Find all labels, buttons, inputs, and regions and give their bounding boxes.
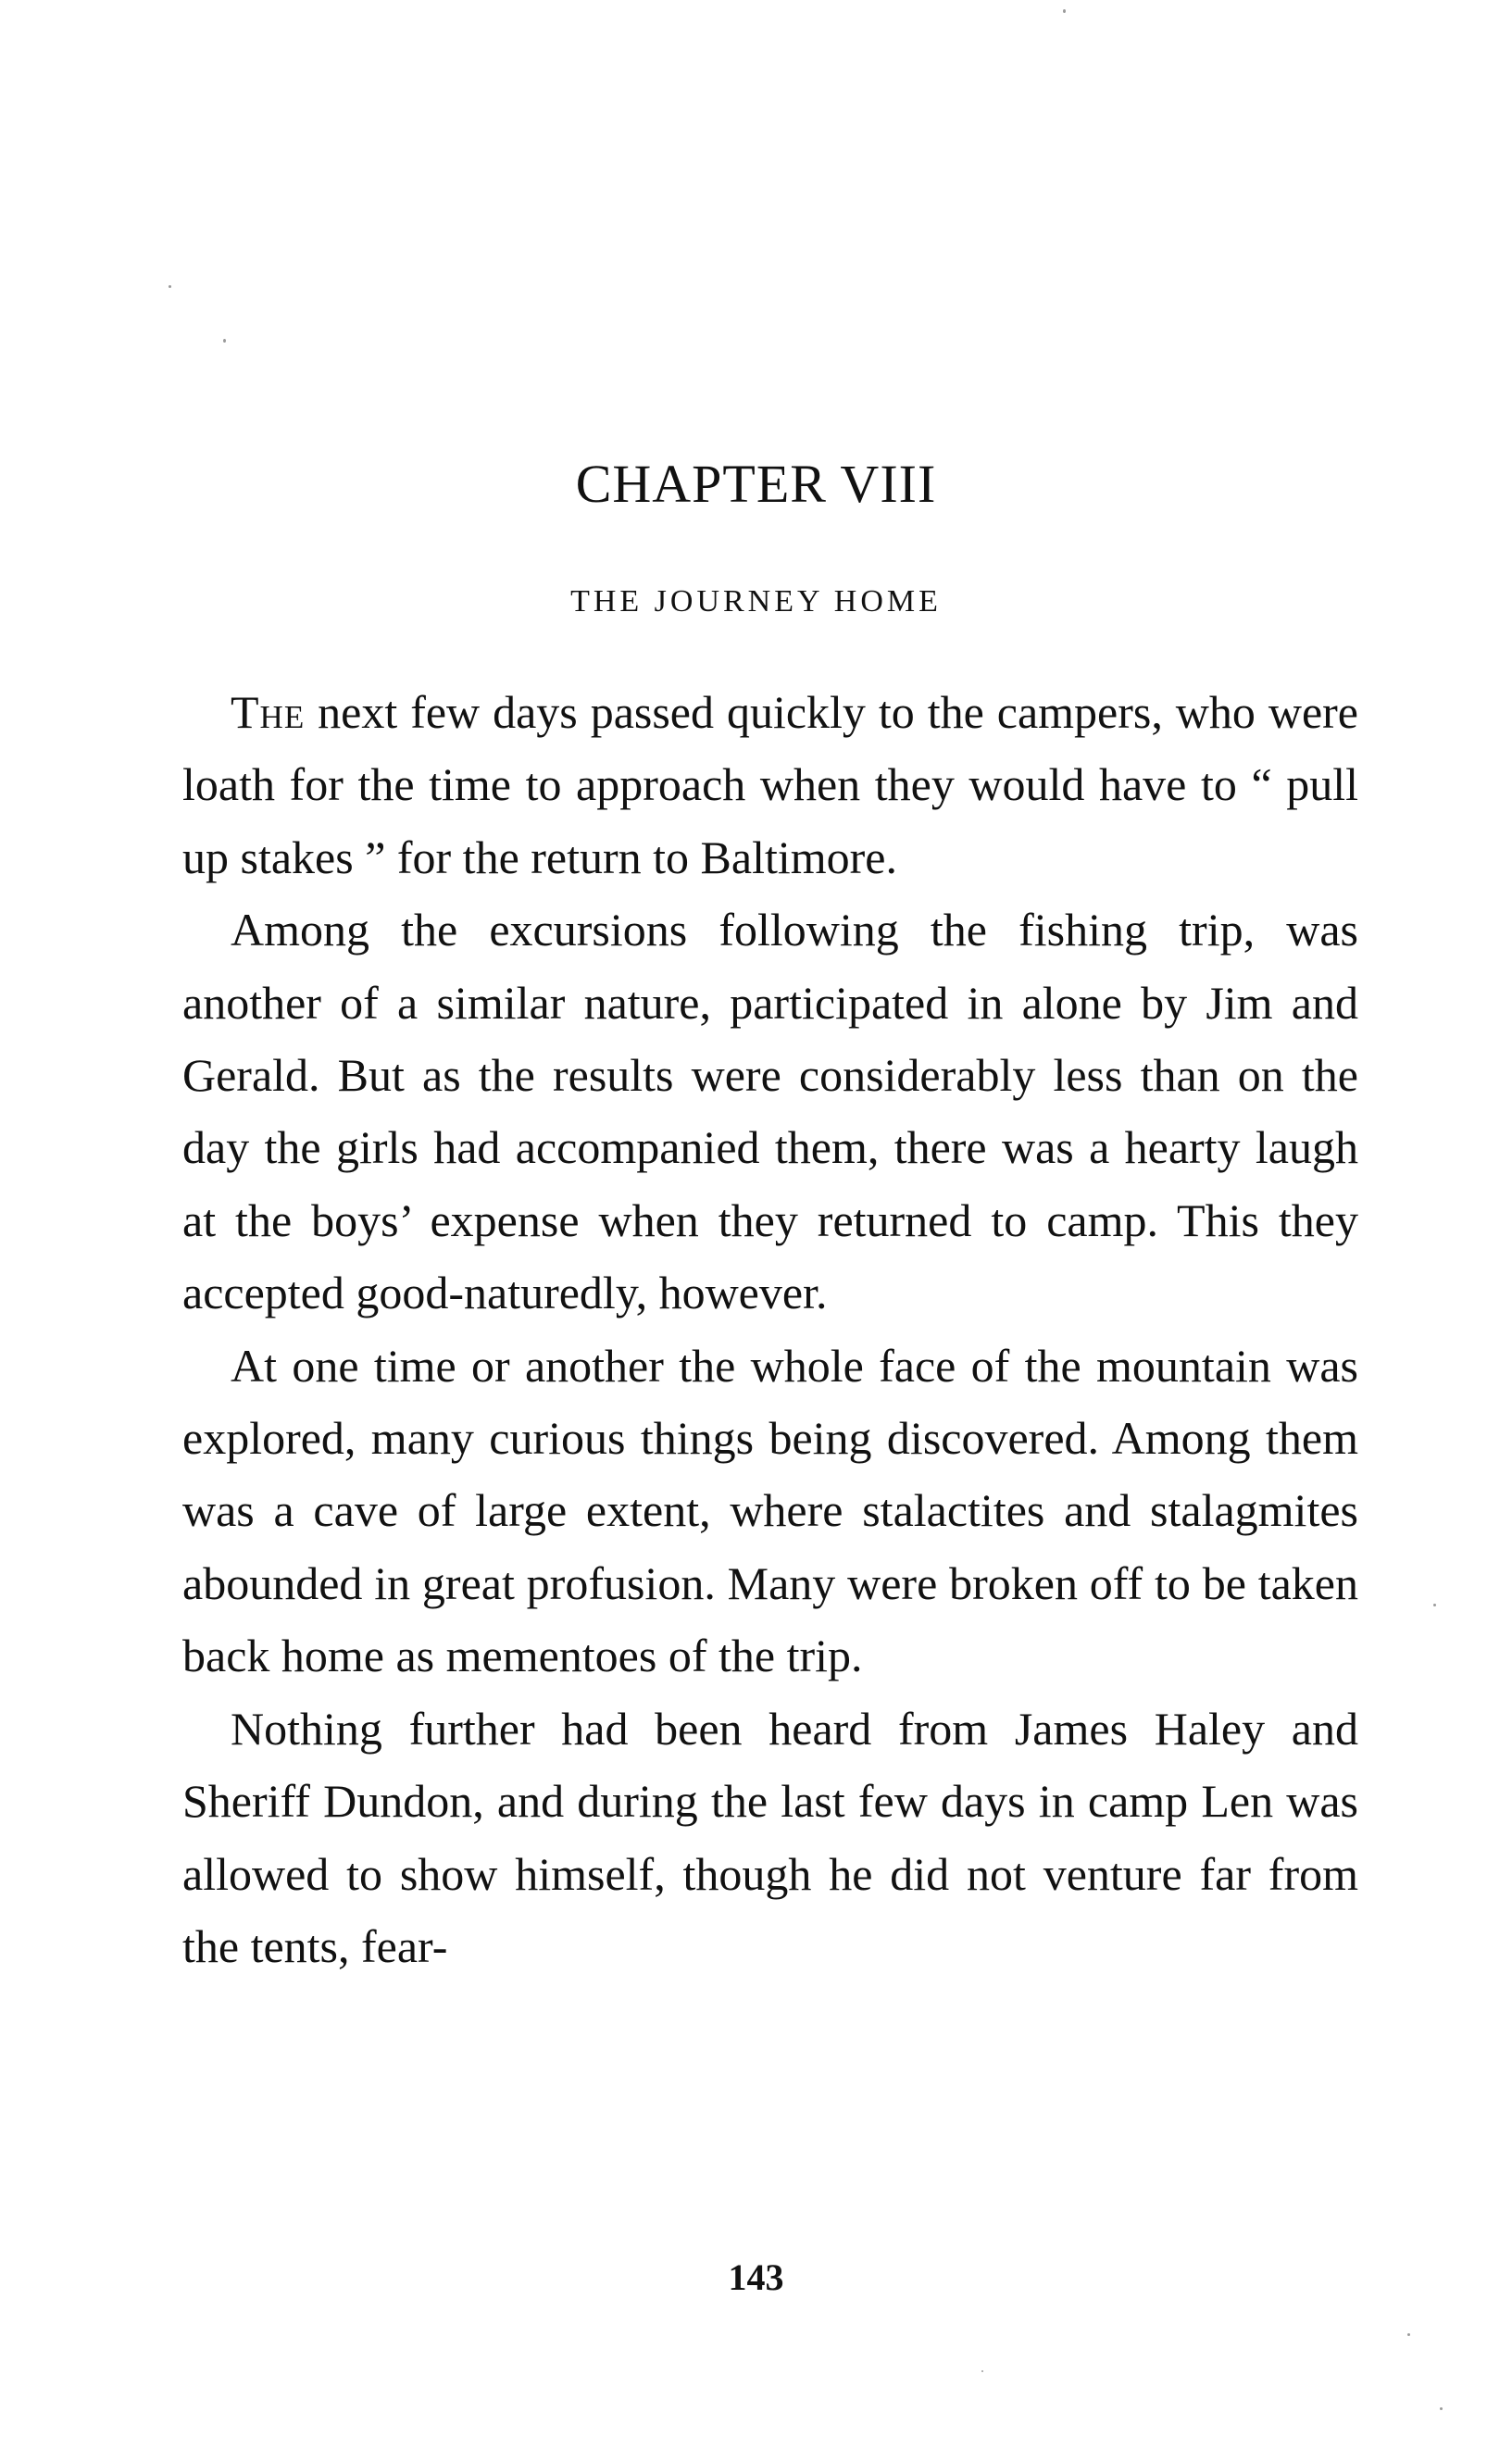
paragraph-1 bbox=[182, 676, 1358, 893]
scan-speck bbox=[1063, 9, 1066, 13]
scan-speck bbox=[1440, 2407, 1443, 2410]
scan-speck bbox=[1407, 2333, 1410, 2336]
scan-speck bbox=[981, 2370, 983, 2372]
chapter-body bbox=[182, 676, 1358, 1982]
page-number: 143 bbox=[728, 2256, 784, 2298]
scan-speck bbox=[169, 285, 171, 288]
opening-word: The bbox=[231, 686, 306, 738]
paragraph-text: next few days passed quickly to the campers, who were loath for the time to approach when they would have to “ pull up stakes ” for the return to Baltimore. bbox=[182, 686, 1358, 883]
scan-speck bbox=[223, 339, 226, 343]
chapter-subtitle: THE JOURNEY HOME bbox=[570, 584, 942, 618]
chapter-title: CHAPTER VIII bbox=[575, 454, 937, 514]
scan-speck bbox=[1433, 1604, 1436, 1606]
paragraph-2: Among the excursions following the fishing trip, was another of a similar nature, participated in alone by Jim and Gerald. But as the results were considerably less than on the day the girls had accompanied them, there was a hearty laugh at the boys’ expense when they returned to camp. This they accepted good-naturedly, however. bbox=[182, 904, 1358, 1319]
paragraph-3: At one time or another the whole face of the mountain was explored, many curious things being discovered. Among them was a cave of large extent, where stalactites and stalagmites abounded in great profusion. Many were broken off to be taken back home as mementoes of the trip. bbox=[182, 1339, 1358, 1682]
paragraph-4: Nothing further had been heard from James Haley and Sheriff Dundon, and during the last few days in camp Len was allowed to show himself, though he did not venture far from the tents, fear- bbox=[182, 1702, 1358, 1972]
